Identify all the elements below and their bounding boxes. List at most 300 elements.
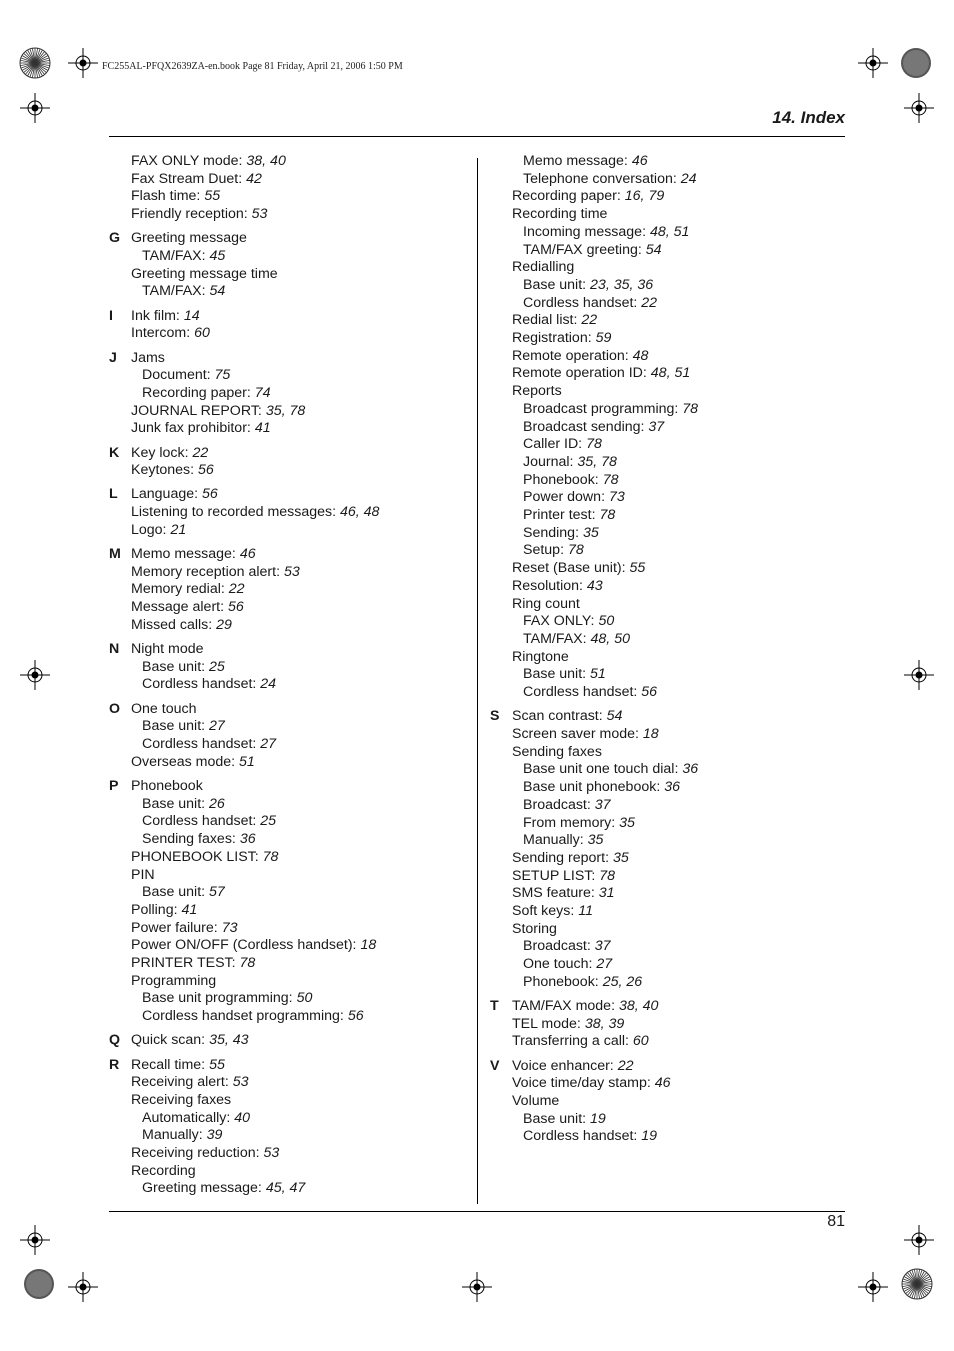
entry-term: Jams <box>131 349 165 366</box>
entry-term: Manually: <box>142 1127 207 1144</box>
entry-pages: 53 <box>251 206 268 223</box>
entry-pages: 46, 48 <box>340 504 380 521</box>
entry-term: Document: <box>142 367 215 384</box>
index-entry <box>131 153 469 171</box>
entry-pages: 39 <box>206 1127 223 1144</box>
entry-term: Cordless handset: <box>142 813 261 830</box>
entry-term: Recording paper: <box>512 188 625 205</box>
entry-pages: 25 <box>260 813 277 830</box>
index-entry <box>512 868 845 886</box>
index-subentry <box>512 419 845 437</box>
index-entry <box>512 383 845 401</box>
entry-pages: 46 <box>631 153 648 169</box>
entry-term: Quick scan: <box>131 1032 210 1049</box>
index-entry <box>512 348 845 366</box>
entry-pages: 57 <box>209 884 225 901</box>
entry-term: Storing <box>512 920 557 937</box>
entry-term: Recording time <box>512 206 608 223</box>
entry-term: Greeting message <box>131 230 247 247</box>
entry-term: FAX ONLY mode: <box>131 153 247 169</box>
index-group <box>490 998 845 1051</box>
entry-pages: 78 <box>262 848 279 865</box>
entry-term: Logo: <box>131 521 171 538</box>
index-letter: M <box>109 546 121 563</box>
index-entry <box>131 1163 469 1181</box>
entry-term: Power ON/OFF (Cordless handset): <box>131 937 361 954</box>
index-subentry <box>131 248 469 266</box>
index-letter: R <box>109 1056 120 1073</box>
entry-pages: 25 <box>209 658 225 675</box>
index-entry <box>512 578 845 596</box>
index-group <box>109 778 469 1026</box>
entry-term: FAX ONLY: <box>523 613 599 630</box>
index-entry <box>512 1075 845 1093</box>
index-subentry <box>512 542 845 560</box>
index-subentry <box>512 797 845 815</box>
color-wheel-mark-bottom-left <box>22 1267 56 1301</box>
entry-pages: 18 <box>642 726 659 742</box>
entry-term: Intercom: <box>131 325 195 342</box>
entry-pages: 31 <box>598 885 615 902</box>
index-subentry <box>131 796 469 814</box>
entry-pages: 55 <box>629 560 646 577</box>
index-subentry <box>131 659 469 677</box>
index-entry <box>512 312 845 330</box>
entry-term: Cordless handset: <box>142 676 261 693</box>
index-entry <box>131 420 469 438</box>
entry-term: Listening to recorded messages: <box>131 504 340 521</box>
entry-pages: 48, 51 <box>650 365 691 382</box>
index-entry <box>131 973 469 991</box>
index-entry <box>131 1092 469 1110</box>
entry-term: Scan contrast: <box>512 708 607 725</box>
entry-term: Memory reception alert: <box>131 563 284 580</box>
entry-term: Resolution: <box>512 577 587 594</box>
entry-term: Keytones: <box>131 462 199 479</box>
entry-term: Sending faxes: <box>142 831 240 848</box>
entry-term: Ringtone <box>512 648 569 665</box>
header-rule <box>109 136 845 137</box>
entry-pages: 73 <box>221 919 238 936</box>
entry-pages: 45 <box>209 248 226 265</box>
entry-term: Base unit one touch dial: <box>523 761 683 778</box>
entry-pages: 56 <box>641 684 658 701</box>
index-subentry <box>512 277 845 295</box>
entry-pages: 53 <box>232 1074 249 1091</box>
index-subentry <box>512 832 845 850</box>
index-subentry <box>512 489 845 507</box>
index-entry <box>131 188 469 206</box>
entry-term: Memory redial: <box>131 581 229 598</box>
entry-term: Base unit: <box>142 795 210 812</box>
index-entry <box>131 486 469 504</box>
entry-term: Recording <box>131 1162 196 1179</box>
crosshair-mark <box>20 660 50 690</box>
entry-term: Power down: <box>523 489 609 506</box>
entry-pages: 23, 35, 36 <box>590 276 654 293</box>
entry-term: Power failure: <box>131 919 222 936</box>
index-entry <box>131 754 469 772</box>
entry-term: Telephone conversation: <box>523 170 681 187</box>
entry-pages: 21 <box>170 521 187 538</box>
entry-term: Memo message: <box>131 546 240 563</box>
index-entry <box>131 1074 469 1092</box>
entry-pages: 27 <box>596 956 613 973</box>
entry-pages: 48 <box>632 347 649 364</box>
entry-term: Broadcast sending: <box>523 418 649 435</box>
entry-pages: 78 <box>599 867 616 884</box>
index-entry <box>512 560 845 578</box>
entry-pages: 75 <box>214 367 231 384</box>
entry-pages: 54 <box>209 283 226 300</box>
entry-term: Broadcast programming: <box>523 400 683 417</box>
index-entry <box>131 641 469 659</box>
index-entry <box>131 599 469 617</box>
entry-pages: 46 <box>654 1075 671 1092</box>
entry-term: PHONEBOOK LIST: <box>131 848 263 865</box>
entry-pages: 54 <box>606 708 623 725</box>
index-entry <box>131 849 469 867</box>
index-entry <box>131 937 469 955</box>
entry-pages: 37 <box>594 796 611 813</box>
crosshair-mark <box>20 93 50 123</box>
crosshair-mark <box>462 1272 492 1302</box>
index-group <box>490 1058 845 1147</box>
entry-term: SETUP LIST: <box>512 867 600 884</box>
index-entry <box>131 1032 469 1050</box>
entry-pages: 46 <box>239 546 256 563</box>
index-entry <box>131 546 469 564</box>
entry-term: Receiving faxes <box>131 1091 232 1108</box>
entry-pages: 51 <box>590 666 606 683</box>
index-subentry <box>512 761 845 779</box>
entry-pages: 19 <box>641 1128 658 1145</box>
entry-term: Redial list: <box>512 312 582 329</box>
entry-pages: 59 <box>595 330 612 347</box>
index-letter: O <box>109 700 121 717</box>
index-entry <box>131 867 469 885</box>
index-entry <box>131 230 469 248</box>
index-entry <box>512 649 845 667</box>
entry-term: Programming <box>131 972 217 989</box>
entry-pages: 16, 79 <box>624 188 665 205</box>
entry-term: Message alert: <box>131 599 228 616</box>
entry-pages: 35, 78 <box>265 402 306 419</box>
entry-term: Manually: <box>523 832 588 849</box>
index-subentry <box>512 454 845 472</box>
entry-pages: 22 <box>617 1057 634 1074</box>
entry-term: Broadcast: <box>523 796 595 813</box>
entry-pages: 19 <box>590 1110 606 1127</box>
index-entry <box>512 596 845 614</box>
index-letter: V <box>490 1057 500 1074</box>
entry-term: Phonebook: <box>523 471 603 488</box>
index-subentry <box>512 779 845 797</box>
entry-term: Voice time/day stamp: <box>512 1075 655 1092</box>
index-entry <box>131 617 469 635</box>
entry-pages: 73 <box>608 489 625 506</box>
entry-term: Journal: <box>523 453 578 470</box>
entry-term: Greeting message time <box>131 265 278 282</box>
entry-pages: 37 <box>594 938 611 955</box>
index-entry <box>512 1033 845 1051</box>
entry-pages: 27 <box>209 718 225 735</box>
entry-pages: 42 <box>246 170 262 187</box>
entry-term: Phonebook: <box>523 973 603 990</box>
entry-term: Ink film: <box>131 307 184 324</box>
entry-term: Screen saver mode: <box>512 726 643 742</box>
entry-pages: 14 <box>183 307 200 324</box>
entry-term: Base unit: <box>142 884 210 901</box>
index-subentry <box>512 956 845 974</box>
entry-pages: 78 <box>586 436 602 453</box>
index-entry <box>131 1145 469 1163</box>
index-group <box>109 641 469 694</box>
index-subentry <box>512 507 845 525</box>
section-title: 14. Index <box>772 108 845 127</box>
entry-term: Soft keys: <box>512 903 579 920</box>
index-subentry <box>131 813 469 831</box>
entry-pages: 22 <box>228 581 245 598</box>
entry-term: Overseas mode: <box>131 753 240 770</box>
entry-term: Voice enhancer: <box>512 1057 618 1074</box>
index-entry <box>512 1016 845 1034</box>
entry-pages: 35 <box>582 524 599 541</box>
index-entry <box>131 920 469 938</box>
entry-term: One touch <box>131 700 197 717</box>
entry-pages: 48, 50 <box>590 630 630 647</box>
entry-term: Reports <box>512 383 562 400</box>
print-header: FC255AL-PFQX2639ZA-en.book Page 81 Friday, April 21, 2006 1:50 PM <box>102 61 403 72</box>
entry-term: Ring count <box>512 595 580 612</box>
crosshair-mark <box>68 48 98 78</box>
entry-pages: 40 <box>234 1109 251 1126</box>
crosshair-mark <box>20 1225 50 1255</box>
entry-pages: 35 <box>587 832 604 849</box>
index-subentry <box>512 153 845 171</box>
index-entry <box>131 403 469 421</box>
index-group <box>490 708 845 991</box>
index-subentry <box>512 224 845 242</box>
entry-pages: 35 <box>612 849 629 866</box>
entry-term: Receiving alert: <box>131 1074 233 1091</box>
entry-term: Phonebook <box>131 778 203 794</box>
entry-pages: 78 <box>567 542 584 559</box>
crosshair-mark <box>858 1272 888 1302</box>
index-group <box>109 486 469 539</box>
entry-pages: 50 <box>598 613 615 630</box>
entry-pages: 54 <box>645 241 662 258</box>
index-letter: L <box>109 486 118 503</box>
index-entry <box>131 564 469 582</box>
index-entry <box>131 462 469 480</box>
index-entry <box>131 522 469 540</box>
index-subentry <box>131 718 469 736</box>
index-subentry <box>512 295 845 313</box>
index-group <box>490 153 845 702</box>
index-group <box>109 350 469 439</box>
entry-pages: 38, 40 <box>246 153 286 169</box>
entry-term: PRINTER TEST: <box>131 955 240 972</box>
index-group <box>109 153 469 224</box>
index-group <box>109 1057 469 1199</box>
entry-term: Cordless handset: <box>523 1128 642 1145</box>
entry-pages: 29 <box>216 616 232 633</box>
index-letter: N <box>109 641 120 658</box>
footer-rule <box>109 1211 845 1212</box>
entry-term: One touch: <box>523 956 597 973</box>
index-group <box>109 230 469 301</box>
index-subentry <box>512 974 845 992</box>
entry-term: Base unit phonebook: <box>523 779 665 796</box>
index-subentry <box>512 631 845 649</box>
entry-term: Broadcast: <box>523 938 595 955</box>
entry-term: TAM/FAX: <box>142 248 210 265</box>
index-entry <box>512 330 845 348</box>
index-subentry <box>131 1180 469 1198</box>
entry-pages: 48, 51 <box>649 223 690 240</box>
entry-term: Key lock: <box>131 444 193 461</box>
entry-pages: 24 <box>260 676 277 693</box>
index-group <box>109 445 469 480</box>
entry-term: JOURNAL REPORT: <box>131 402 266 419</box>
entry-term: Base unit: <box>523 666 591 683</box>
entry-pages: 24 <box>680 170 697 187</box>
entry-pages: 51 <box>239 753 255 770</box>
index-letter: Q <box>109 1032 121 1049</box>
entry-pages: 18 <box>360 937 377 954</box>
crosshair-mark <box>904 660 934 690</box>
entry-pages: 41 <box>254 420 271 437</box>
index-entry <box>131 325 469 343</box>
crosshair-mark <box>904 93 934 123</box>
entry-term: Sending: <box>523 524 583 541</box>
index-subentry <box>512 815 845 833</box>
entry-pages: 50 <box>296 990 313 1007</box>
column-divider <box>477 158 478 1204</box>
index-subentry <box>131 1127 469 1145</box>
entry-term: Cordless handset: <box>523 294 642 311</box>
entry-pages: 22 <box>581 312 598 329</box>
entry-pages: 78 <box>602 471 619 488</box>
crosshair-mark <box>68 1272 98 1302</box>
entry-term: TAM/FAX: <box>142 283 210 300</box>
entry-term: TAM/FAX mode: <box>512 998 619 1015</box>
entry-term: TAM/FAX greeting: <box>523 241 646 258</box>
entry-term: Base unit programming: <box>142 990 297 1007</box>
entry-term: Friendly reception: <box>131 206 252 223</box>
index-subentry <box>131 676 469 694</box>
entry-pages: 74 <box>254 384 271 401</box>
index-subentry <box>512 613 845 631</box>
index-subentry <box>512 938 845 956</box>
crosshair-mark <box>858 48 888 78</box>
entry-term: Recording paper: <box>142 384 255 401</box>
index-entry <box>131 504 469 522</box>
entry-pages: 56 <box>202 486 218 503</box>
index-entry <box>512 998 845 1016</box>
index-entry <box>131 581 469 599</box>
entry-pages: 38, 40 <box>618 998 659 1015</box>
entry-pages: 27 <box>260 736 277 753</box>
entry-term: Receiving reduction: <box>131 1145 264 1162</box>
entry-term: TEL mode: <box>512 1015 585 1032</box>
entry-pages: 55 <box>204 188 221 205</box>
entry-pages: 53 <box>283 563 300 580</box>
entry-term: Setup: <box>523 542 568 559</box>
entry-term: Automatically: <box>142 1109 235 1126</box>
index-entry <box>131 206 469 224</box>
entry-pages: 53 <box>263 1145 280 1162</box>
index-letter: T <box>490 998 499 1015</box>
index-subentry <box>512 1128 845 1146</box>
index-entry <box>512 1093 845 1111</box>
entry-term: Fax Stream Duet: <box>131 170 247 187</box>
entry-pages: 22 <box>192 444 209 461</box>
index-entry <box>131 902 469 920</box>
color-wheel-mark-top-right <box>899 46 933 80</box>
index-subentry <box>131 367 469 385</box>
index-entry <box>131 171 469 189</box>
index-entry <box>512 726 845 744</box>
entry-pages: 56 <box>347 1008 364 1025</box>
entry-pages: 41 <box>181 901 198 918</box>
entry-pages: 56 <box>198 462 214 479</box>
entry-term: Redialling <box>512 259 575 276</box>
entry-pages: 35, 43 <box>209 1032 249 1049</box>
index-subentry <box>512 684 845 702</box>
index-entry <box>512 921 845 939</box>
index-entry <box>131 308 469 326</box>
entry-term: Junk fax prohibitor: <box>131 420 255 437</box>
index-subentry <box>512 525 845 543</box>
entry-pages: 60 <box>194 325 210 342</box>
entry-term: Incoming message: <box>523 223 650 240</box>
entry-pages: 36 <box>239 831 256 848</box>
page-number: 81 <box>827 1213 845 1230</box>
entry-term: Base unit: <box>142 718 210 735</box>
entry-term: Base unit: <box>523 1110 591 1127</box>
entry-term: Greeting message: <box>142 1180 266 1197</box>
crosshair-mark <box>904 1225 934 1255</box>
index-entry <box>512 1058 845 1076</box>
index-entry <box>512 708 845 726</box>
entry-pages: 38, 39 <box>584 1015 625 1032</box>
index-group <box>109 308 469 343</box>
index-group <box>109 546 469 635</box>
index-letter: I <box>109 307 113 324</box>
entry-term: PIN <box>131 866 155 883</box>
entry-pages: 55 <box>209 1056 225 1073</box>
entry-term: Transferring a call: <box>512 1033 633 1050</box>
index-entry <box>512 744 845 762</box>
entry-term: Reset (Base unit): <box>512 560 630 577</box>
index-subentry <box>512 171 845 189</box>
index-subentry <box>512 666 845 684</box>
entry-pages: 60 <box>632 1033 649 1050</box>
entry-term: SMS feature: <box>512 885 599 902</box>
entry-pages: 78 <box>682 400 699 417</box>
index-entry <box>512 885 845 903</box>
index-subentry <box>131 1110 469 1128</box>
entry-term: Caller ID: <box>523 436 587 453</box>
index-group <box>109 1032 469 1050</box>
entry-pages: 35, 78 <box>577 453 617 470</box>
entry-pages: 35 <box>619 814 635 831</box>
index-entry <box>131 701 469 719</box>
index-subentry <box>131 884 469 902</box>
entry-pages: 36 <box>682 761 699 778</box>
